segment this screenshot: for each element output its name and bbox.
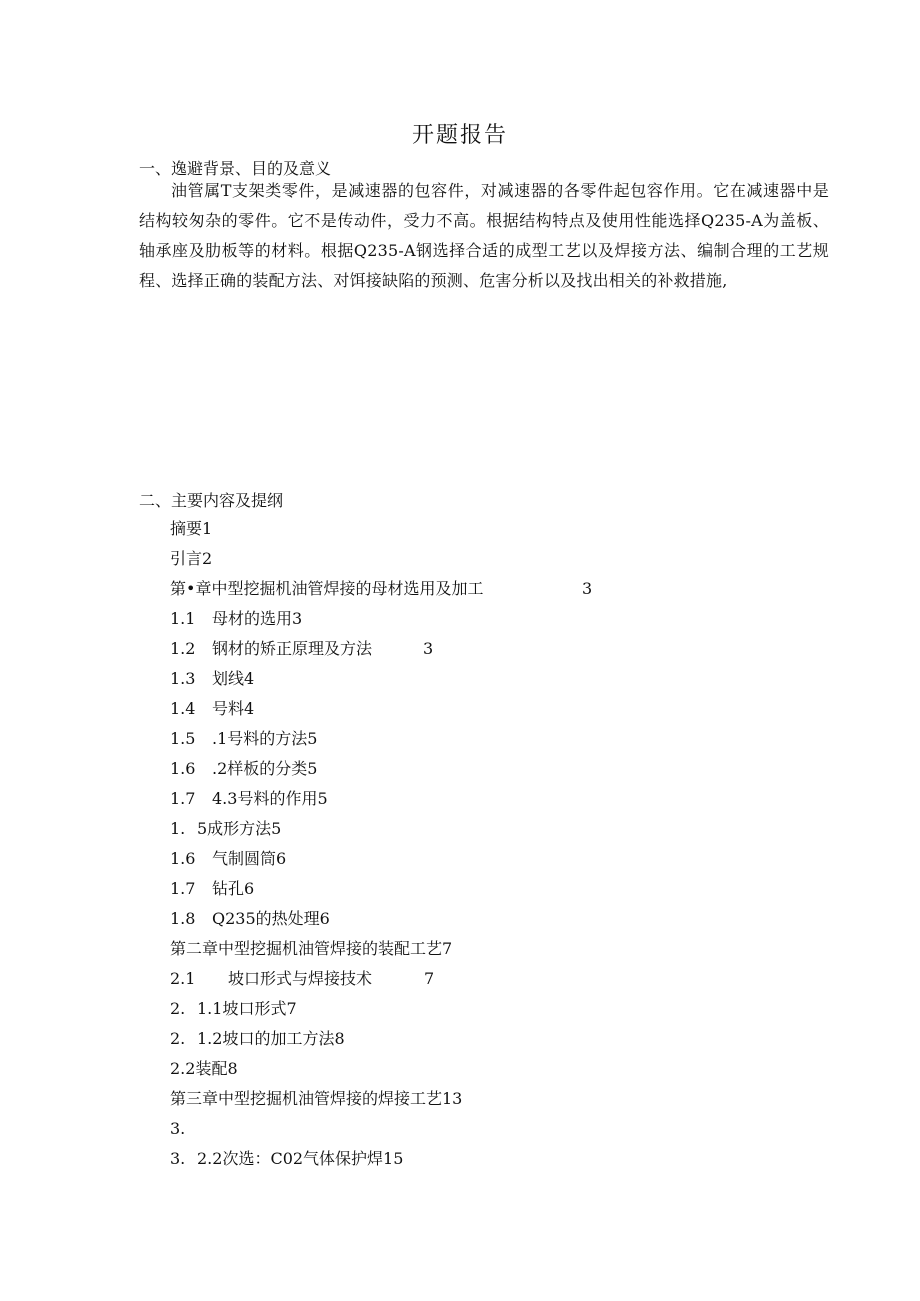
- toc-entry-text: 1.2坡口的加工方法8: [197, 1029, 345, 1048]
- toc-entry-text: 钻孔6: [212, 879, 255, 898]
- toc-entry: [170, 1024, 690, 1054]
- toc-entry: [170, 1114, 690, 1144]
- toc-entry-page: 7: [424, 969, 435, 988]
- toc-entry-number: 1.2: [170, 639, 196, 658]
- toc-entry: [170, 1084, 690, 1114]
- toc-entry-text: .2样板的分类5: [212, 759, 318, 778]
- toc-entry-number: 1.1: [170, 609, 196, 628]
- section1-paragraph: 油管属T支架类零件，是减速器的包容件，对减速器的各零件起包容作用。它在减速器中是结构较匆杂的零件。它不是传动件，受力不高。根据结构特点及使用性能选择Q235-A为盖板、轴承座及肋板等的材料。根据Q235-A钢选择合适的成型工艺以及焊接方法、编制合理的工艺规程、选择正确的装配方法、对饵接缺陷的预测、危害分析以及找出相关的补救措施,: [139, 181, 829, 290]
- toc-entry-text: 摘要1: [170, 519, 213, 538]
- toc-entry: [170, 634, 690, 664]
- toc-entry-text: 号料4: [212, 699, 255, 718]
- toc-entry-page: 3: [423, 639, 434, 658]
- toc-entry-text: 4.3号料的作用5: [212, 789, 328, 808]
- toc-entry: [170, 904, 690, 934]
- toc-entry-number: 1.6: [170, 759, 196, 778]
- toc-entry: [170, 994, 690, 1024]
- toc-entry-text: 引言2: [170, 549, 213, 568]
- toc-entry: [170, 874, 690, 904]
- toc-entry-text: 1.1坡口形式7: [197, 999, 297, 1018]
- document-title: 开题报告: [411, 123, 508, 148]
- toc-entry-number: 1.3: [170, 669, 196, 688]
- toc-entry-number: 2.: [170, 1029, 186, 1048]
- section1-heading: 一、逸避背景、目的及意义: [139, 159, 332, 178]
- toc-entry-text: 第•章中型挖掘机油管焊接的母材选用及加工: [170, 579, 484, 598]
- toc-entry: [170, 964, 690, 994]
- toc-entry-text: 坡口形式与焊接技术: [228, 969, 373, 988]
- toc-entry-text: 3.: [170, 1119, 186, 1138]
- toc-entry-text: 2.2次选：C02气体保护焊15: [197, 1149, 404, 1168]
- toc-entry-text: 5成形方法5: [197, 819, 282, 838]
- toc-entry: [170, 724, 690, 754]
- toc-entry: [170, 574, 690, 604]
- toc-entry-number: 1.8: [170, 909, 196, 928]
- toc-entry: [170, 1054, 690, 1084]
- toc-entry-text: 钢材的矫正原理及方法: [212, 639, 373, 658]
- toc-entry-number: 3.: [170, 1149, 186, 1168]
- toc-entry: [170, 844, 690, 874]
- toc-entry: [170, 544, 690, 574]
- toc-entry-text: 第三章中型挖掘机油管焊接的焊接工艺13: [170, 1089, 463, 1108]
- toc-entry-number: 2.1: [170, 969, 196, 988]
- toc-entry-number: 1.4: [170, 699, 196, 718]
- toc-entry: [170, 514, 690, 544]
- toc-entry-number: 1.: [170, 819, 186, 838]
- toc-entry-text: 第二章中型挖掘机油管焊接的装配工艺7: [170, 939, 453, 958]
- section2-heading: 二、主要内容及提纲: [139, 491, 284, 510]
- toc-entry-text: 母材的选用3: [212, 609, 303, 628]
- toc-entry: [170, 754, 690, 784]
- toc-entry: [170, 604, 690, 634]
- toc-entry: [170, 814, 690, 844]
- toc-entry-text: 2.2装配8: [170, 1059, 238, 1078]
- toc-entry-number: 1.7: [170, 789, 196, 808]
- toc-entry-text: 气制圆筒6: [212, 849, 287, 868]
- toc-entry-number: 1.5: [170, 729, 196, 748]
- toc-entry-number: 1.7: [170, 879, 196, 898]
- toc-entry: [170, 784, 690, 814]
- toc-entry: [170, 1144, 690, 1174]
- table-of-contents: [170, 514, 690, 1174]
- toc-entry-text: Q235的热处理6: [212, 909, 330, 928]
- toc-entry: [170, 934, 690, 964]
- toc-entry-text: .1号料的方法5: [212, 729, 318, 748]
- toc-entry-page: 3: [582, 579, 593, 598]
- toc-entry-number: 2.: [170, 999, 186, 1018]
- toc-entry-number: 1.6: [170, 849, 196, 868]
- toc-entry-text: 划线4: [212, 669, 255, 688]
- toc-entry: [170, 694, 690, 724]
- toc-entry: [170, 664, 690, 694]
